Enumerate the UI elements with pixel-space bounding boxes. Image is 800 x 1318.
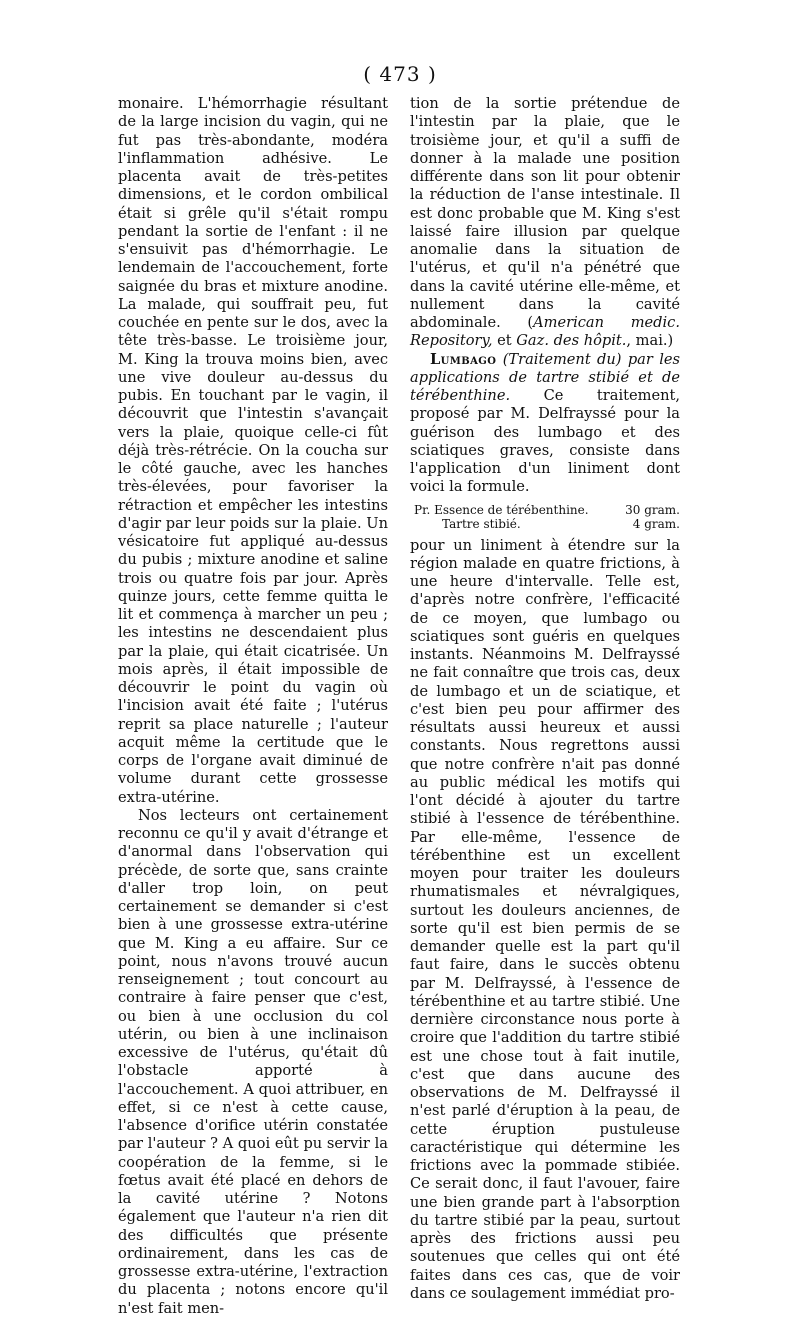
right-paragraph-2: pour un liniment à étendre sur la région malade en quatre frictions, à une heure d'intervalle. Telle est, d'après notre confrère, l'efficacité de ce moyen, que lumbago ou sciatiques sont guéris en quelques instants. Néanmoins M. Delfrayssé ne fait connaître que trois cas, deux de lumbago et un de sciatique, et c'est bien peu pour affirmer des résultats aussi heureux et aussi constants. Nous regrettons aussi que notre confrère n'ait pas donné au public médical les motifs qui l'ont décidé à ajouter du tartre stibié à l'essence de térébenthine. Par elle-même, l'essence de térébenthine est un excellent moyen pour traiter les douleurs rhumatismales et névralgiques, surtout les douleurs anciennes, de sorte qu'il est bien permis de se demander quelle est la part qu'il faut faire, dans le succès obtenu par M. Delfrayssé, à l'essence de térébenthine et au tartre stibié. Une dernière circonstance nous porte à croire que l'addition du tartre stibié est une chose tout à fait inutile, c'est que dans aucune des observations de M. Delfrayssé il n'est parlé d'éruption à la peau, de cette éruption pustuleuse caractéristique qui détermine les frictions avec la pommade stibiée. Ce serait donc, il faut l'avouer, faire une bien grande part à l'absorption du tartre stibié par la peau, surtout après des frictions aussi peu soutenues que celles qui ont été faites dans ces cas, que de voir dans ce soulagement immédiat pro- — [410, 536, 680, 1302]
section-heading: Lumbago — [430, 350, 497, 368]
left-paragraph-2: Nos lecteurs ont certainement reconnu ce qu'il y avait d'étrange et d'anormal dans l'observation qui précède, de sorte que, sans crainte d'aller trop loin, on peut certainement se demander si c'est bien à une grossesse extra-utérine que M. King a eu affaire. Sur ce point, nous n'avons trouvé aucun renseignement ; tout concourt au contraire à faire penser que c'est, ou bien à une occlusion du col utérin, ou bien à une inclinaison excessive de l'utérus, qu'était dû l'obstacle apporté à l'accouchement. A quoi attribuer, en effet, si ce n'est à cette cause, l'absence d'orifice utérin constatée par l'auteur ? A quoi eût pu servir la coopération de la femme, si le fœtus avait été placé en dehors de la cavité utérine ? Notons également que l'auteur n'a rien dit des difficultés que présente ordinairement, dans les cas de grossesse extra-utérine, l'extraction du placenta ; notons encore qu'il n'est fait men- — [118, 806, 388, 1317]
lumbago-section — [410, 351, 680, 497]
formula-quantity-1: 30 gram. — [625, 502, 680, 517]
left-paragraph-1: monaire. L'hémorrhagie résultant de la large incision du vagin, qui ne fut pas très-abondante, modéra l'inflammation adhésive. Le placenta avait de très-petites dimensions, et le cordon ombilical était si grêle qu'il s'était rompu pendant la sortie de l'enfant : il ne s'ensuivit pas d'hémorrhagie. Le lendemain de l'accouchement, forte saignée du bras et mixture anodine. La malade, qui souffrait peu, fut couchée en pente sur le dos, avec la tête très-basse. Le troisième jour, M. King la trouva moins bien, avec une vive douleur au-dessus du pubis. En touchant par le vagin, il découvrit que l'intestin s'avançait vers la plaie, quoique celle-ci fût déjà très-rétrécie. On la coucha sur le côté gauche, avec les hanches très-élevées, pour favoriser la rétraction et empêcher les intestins d'agir par leur poids sur la plaie. Un vésicatoire fut appliqué au-dessus du pubis ; mixture anodine et saline trois ou quatre fois par jour. Après quinze jours, cette femme quitta le lit et commença à marcher un peu ; les intestins ne descendaient plus par la plaie, qui était cicatrisée. Un mois après, il était impossible de découvrir le point du vagin où l'incision avait été faite ; l'utérus reprit sa place naturelle ; l'auteur acquit même la certitude que le corps de l'organe avait diminué de volume durant cette grossesse extra-utérine. — [118, 95, 388, 806]
left-column — [118, 95, 388, 1318]
formula-line-1 — [414, 503, 680, 517]
source-citation-2: Gaz. des hôpit. — [516, 332, 627, 350]
formula-ingredient-1: Pr. Essence de térébenthine. — [414, 502, 589, 517]
section-subtitle: (Traitement du) par les applications de tartre stibié et de térébenthine. — [410, 350, 680, 404]
right-paragraph-1 — [410, 95, 680, 351]
formula-quantity-2: 4 gram. — [632, 516, 680, 531]
section-intro: Ce traitement, proposé par M. Delfrayssé pour la guérison des lumbago et des sciatiques graves, consiste dans l'application d'un liniment dont voici la formule. — [410, 387, 680, 496]
source-citation-1: American medic. Repository, — [410, 314, 680, 350]
right-paragraph-1-text: tion de la sortie prétendue de l'intestin par la plaie, que le troisième jour, et qu'il a suffi de donner à la malade une position différente dans son lit pour obtenir la réduction de l'anse intestinale. Il est donc probable que M. King s'est laissé faire illusion par quelque anomalie dans la situation de l'utérus, et qu'il n'a pénétré que dans la cavité utérine elle-même, et nullement dans la cavité abdominale. ( — [410, 95, 680, 331]
source-conjunction: et — [492, 332, 517, 350]
formula-line-2 — [414, 517, 680, 531]
formula-ingredient-2: Tartre stibié. — [442, 516, 521, 531]
page-number: ( 473 ) — [363, 62, 437, 86]
source-citation-end: , mai.) — [626, 332, 674, 350]
formula-block — [414, 503, 680, 531]
right-column — [410, 95, 680, 1303]
